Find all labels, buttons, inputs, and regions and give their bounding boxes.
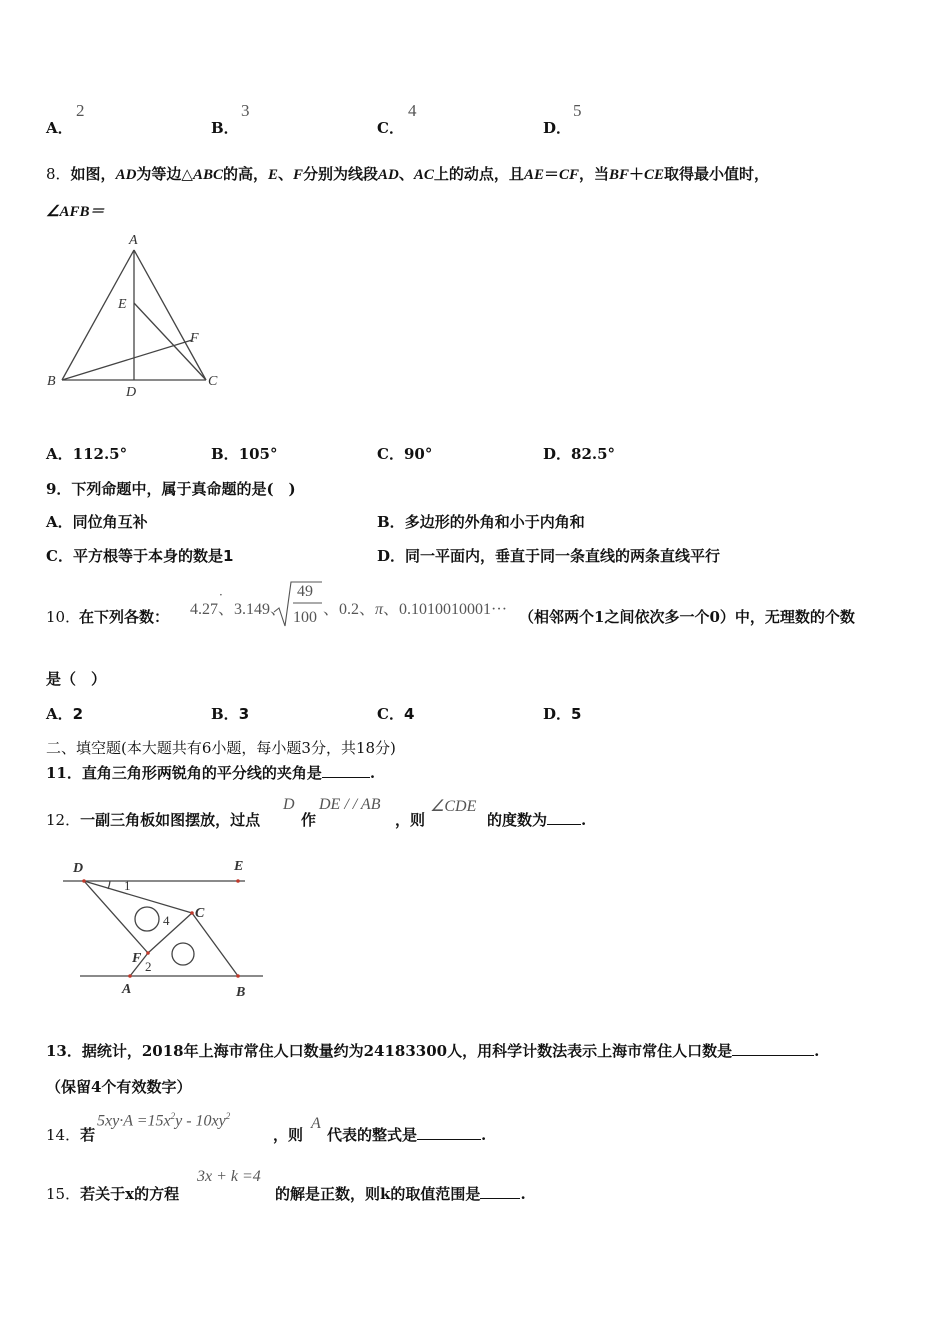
label-a: A xyxy=(129,233,138,248)
repeating-decimal: 4.27 xyxy=(190,601,218,618)
q8-option-c: C．90° xyxy=(377,445,433,463)
answer-blank xyxy=(417,1125,481,1140)
q10-suffix: （相邻两个1之间依次多一个0）中，无理数的个数 xyxy=(519,608,855,626)
label-a: A xyxy=(122,982,132,997)
label-b: B xyxy=(236,985,246,1000)
q9-option-a: A．同位角互补 xyxy=(46,513,148,531)
label-angle-4: 4 xyxy=(163,913,170,928)
answer-blank xyxy=(732,1041,814,1056)
label-e: E xyxy=(234,859,244,874)
answer-blank xyxy=(547,810,581,825)
triangle-hole-1 xyxy=(135,907,159,931)
answer-blank xyxy=(322,763,370,778)
q12-point-d: D xyxy=(283,796,295,813)
q15-text-2: 的解是正数，则k的取值范围是 . xyxy=(275,1185,526,1203)
q8-triangle-figure xyxy=(40,228,230,403)
q10-numbers: 4.27、3.149、 xyxy=(190,601,287,618)
q8-stem: 8．如图，AD为等边△ABC的高，E、F分别为线段AD、AC上的动点，且AE＝CF，当BF＋CE取得最小值时， xyxy=(46,165,770,183)
q9-option-b: B．多边形的外角和小于内角和 xyxy=(377,513,585,531)
q9-stem: 9．下列命题中，属于真命题的是( ) xyxy=(46,480,296,498)
q12-set-squares-figure xyxy=(58,852,273,1002)
q10-line2: 是（ ） xyxy=(46,670,107,688)
answer-blank xyxy=(480,1184,520,1199)
q8-stem-line2: ∠AFB＝ xyxy=(46,204,105,220)
label-angle-1: 1 xyxy=(124,878,131,893)
segment-fc xyxy=(148,913,192,953)
sqrt-numerator: 49 xyxy=(297,583,313,600)
q13-line2: （保留4个有效数字） xyxy=(46,1078,192,1096)
q14-text: 14．若 xyxy=(46,1126,96,1144)
q7-option-b-label: B． xyxy=(211,119,239,137)
angle-1-arc xyxy=(108,881,110,889)
q15-text: 15．若关于x的方程 xyxy=(46,1185,180,1203)
q14-equation: $5xy\cdot A =15x^2y - 10xy^2$ xyxy=(97,1111,231,1130)
segment-cb xyxy=(192,913,238,976)
q10-numbers-tail: 、0.2、π、0.1010010001··· xyxy=(323,601,508,618)
q7-option-b-value: 3 xyxy=(241,101,250,120)
q11-text: 11．直角三角形两锐角的平分线的夹角是 . xyxy=(46,764,376,782)
q7-option-c-label: C． xyxy=(377,119,404,137)
label-d: D xyxy=(126,385,137,400)
q8-option-b: B．105° xyxy=(211,445,278,463)
q10-option-a: A．2 xyxy=(46,705,84,723)
q14-variable-a: A xyxy=(311,1115,321,1132)
q12-text-2: 作 xyxy=(301,811,317,829)
label-c: C xyxy=(208,374,218,389)
q7-option-c-value: 4 xyxy=(408,101,417,120)
repeating-dot: · xyxy=(219,588,223,602)
label-e: E xyxy=(118,297,127,312)
q9-option-c: C．平方根等于本身的数是1 xyxy=(46,547,234,565)
q7-option-a-label: A． xyxy=(46,119,73,137)
q12-text-3: ，则 xyxy=(395,811,426,829)
q12-angle-cde: ∠CDE xyxy=(430,798,477,815)
q14-text-2: ，则 xyxy=(273,1126,304,1144)
segment-dc xyxy=(84,881,192,913)
q12-text: 12．一副三角板如图摆放，过点 xyxy=(46,811,261,829)
label-b: B xyxy=(47,374,56,389)
q15-equation: 3x + k =4 xyxy=(197,1168,261,1185)
label-angle-2: 2 xyxy=(145,959,152,974)
q13-text: 13．据统计，2018年上海市常住人口数量约为24183300人，用科学计数法表示上海市常住人口数是 . xyxy=(46,1042,820,1060)
q12-de-parallel-ab: DE / / AB xyxy=(319,796,381,813)
q10-prefix: 在下列各数： xyxy=(79,608,170,626)
q10-option-b: B．3 xyxy=(211,705,250,723)
section-2-title: 二、填空题(本大题共有6小题，每小题3分，共18分) xyxy=(46,739,396,757)
q10-option-c: C．4 xyxy=(377,705,415,723)
label-f: F xyxy=(132,951,142,966)
q7-option-a-value: 2 xyxy=(76,101,85,120)
sqrt-denominator: 100 xyxy=(293,609,317,626)
q10-option-d: D．5 xyxy=(543,705,582,723)
label-d: D xyxy=(73,861,84,876)
label-c: C xyxy=(195,906,205,921)
q12-text-4: 的度数为 . xyxy=(487,811,587,829)
q7-option-d-value: 5 xyxy=(573,101,582,120)
q8-option-a: A．112.5° xyxy=(46,445,128,463)
q8-option-d: D．82.5° xyxy=(543,445,616,463)
triangle-hole-2 xyxy=(172,943,194,965)
q10-number: 10． xyxy=(46,608,81,626)
q9-option-d: D．同一平面内，垂直于同一条直线的两条直线平行 xyxy=(377,547,721,565)
q7-option-d-label: D． xyxy=(543,119,572,137)
segment-df xyxy=(84,881,148,953)
q14-text-3: 代表的整式是 . xyxy=(327,1126,487,1144)
label-f: F xyxy=(190,331,199,346)
